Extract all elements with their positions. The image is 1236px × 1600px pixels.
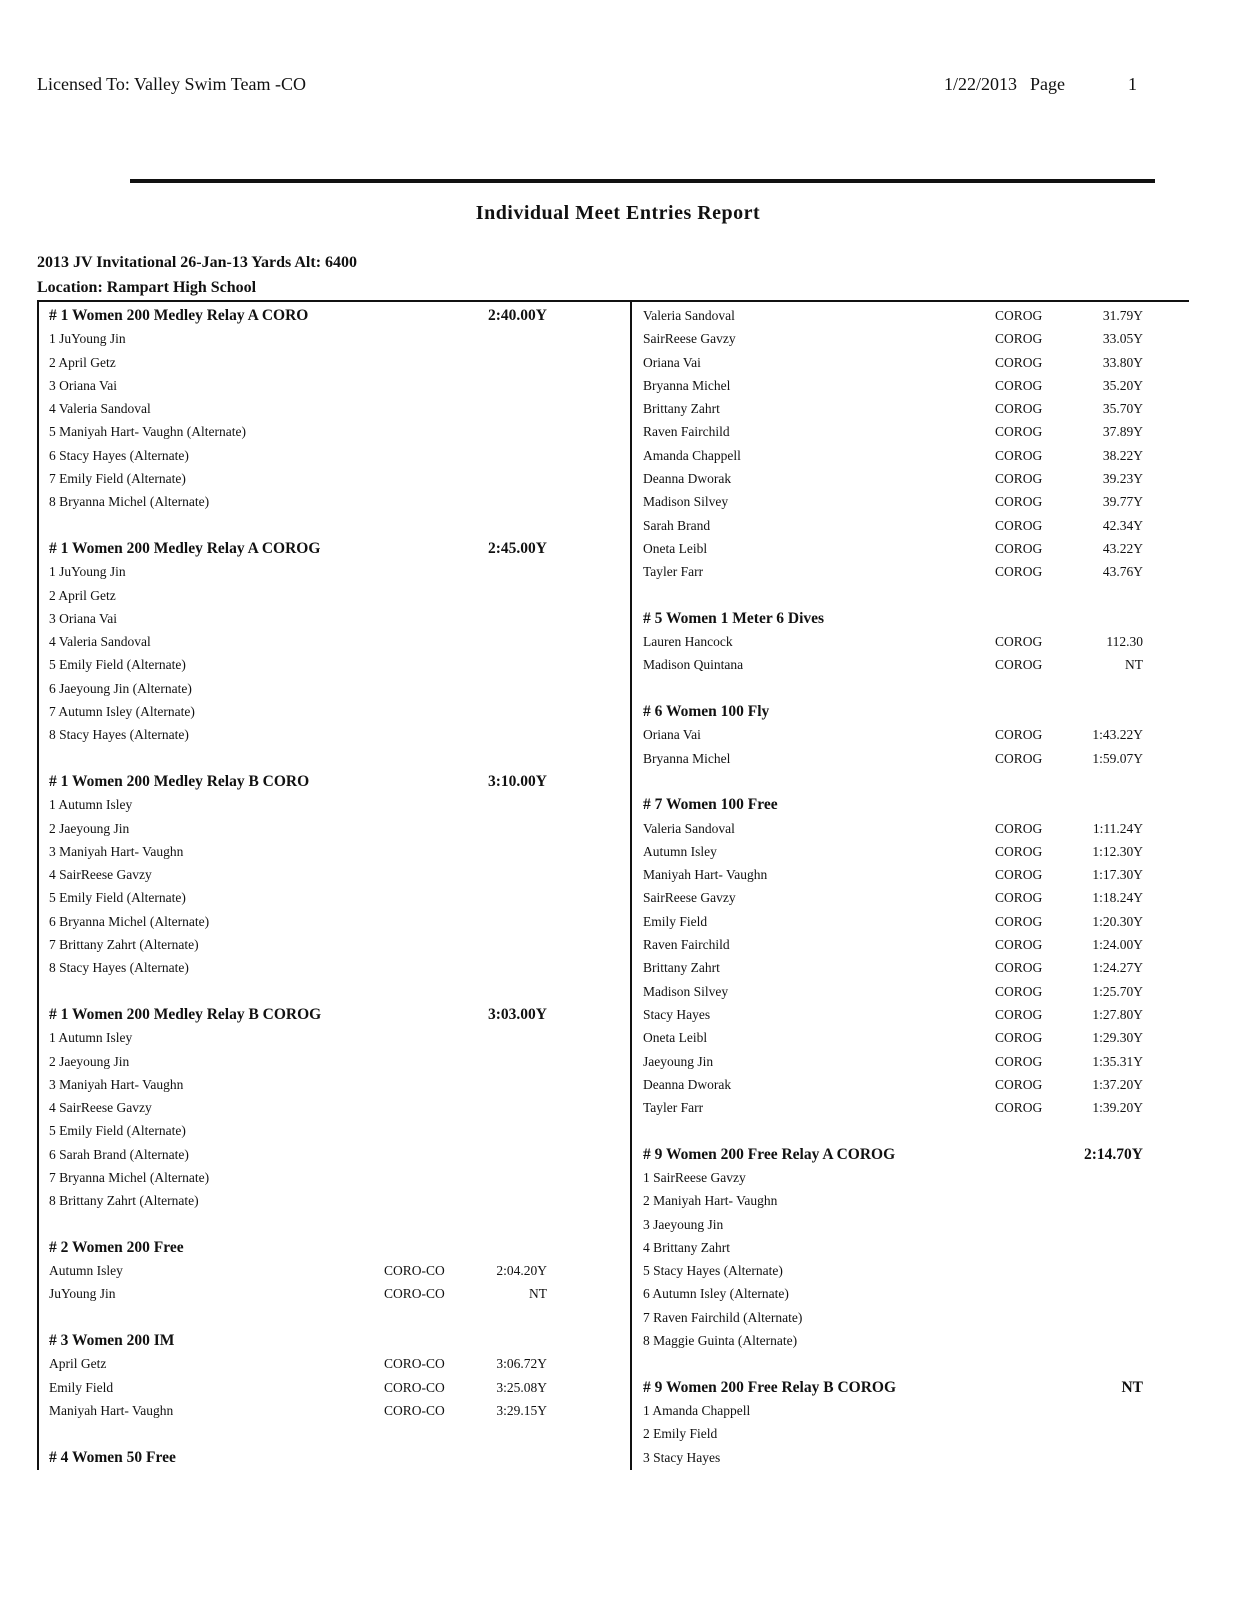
entry-row xyxy=(49,1376,549,1399)
entry-row xyxy=(49,700,549,723)
team-code: COROG xyxy=(995,1076,1043,1092)
swimmer-name: Tayler Farr xyxy=(643,1100,704,1116)
team-code: COROG xyxy=(995,750,1043,766)
entry-row xyxy=(49,490,549,513)
swimmer-name: 4 SairReese Gavzy xyxy=(49,1100,152,1116)
seed-time: NT xyxy=(1125,657,1143,673)
swimmer-name: 2 April Getz xyxy=(49,587,116,603)
event-title: # 5 Women 1 Meter 6 Dives xyxy=(643,609,825,627)
seed-time: 3:25.08Y xyxy=(496,1379,547,1395)
entry-row xyxy=(643,1050,1145,1073)
seed-time: 3:10.00Y xyxy=(488,772,547,790)
swimmer-name: 3 Maniyah Hart- Vaughn xyxy=(49,1076,184,1092)
team-code: COROG xyxy=(995,540,1043,556)
seed-time: 1:37.20Y xyxy=(1092,1076,1143,1092)
seed-time: 1:25.70Y xyxy=(1092,983,1143,999)
entry-row xyxy=(643,420,1145,443)
event-header xyxy=(49,1329,549,1352)
team-code: COROG xyxy=(995,331,1043,347)
swimmer-name: Madison Quintana xyxy=(643,657,744,673)
page-label: Page xyxy=(1030,74,1065,94)
seed-time: 1:24.27Y xyxy=(1092,960,1143,976)
entry-row xyxy=(49,677,549,700)
entry-row xyxy=(49,584,549,607)
team-code: COROG xyxy=(995,424,1043,440)
section-rule xyxy=(37,300,1189,302)
event-header xyxy=(643,700,1145,723)
entry-row xyxy=(49,653,549,676)
event-header xyxy=(49,537,549,560)
team-code: CORO-CO xyxy=(384,1263,445,1279)
swimmer-name: Emily Field xyxy=(49,1379,114,1395)
entry-row xyxy=(643,817,1145,840)
swimmer-name: 2 Maniyah Hart- Vaughn xyxy=(643,1193,778,1209)
event-header xyxy=(643,1376,1145,1399)
entry-row xyxy=(49,327,549,350)
event-header xyxy=(49,770,549,793)
entry-row xyxy=(643,327,1145,350)
entry-row xyxy=(49,1096,549,1119)
swimmer-name: Autumn Isley xyxy=(49,1263,123,1279)
entry-row xyxy=(49,467,549,490)
entry-row xyxy=(643,630,1145,653)
swimmer-name: 6 Bryanna Michel (Alternate) xyxy=(49,913,210,929)
entry-row xyxy=(643,886,1145,909)
swimmer-name: Maniyah Hart- Vaughn xyxy=(49,1402,174,1418)
entry-row xyxy=(643,351,1145,374)
event-title: # 1 Women 200 Medley Relay A CORO xyxy=(49,307,309,324)
entry-row xyxy=(643,1446,1145,1469)
spacer xyxy=(643,770,1145,793)
entry-row xyxy=(643,1166,1145,1189)
swimmer-name: 7 Bryanna Michel (Alternate) xyxy=(49,1169,210,1185)
swimmer-name: Oriana Vai xyxy=(643,727,701,743)
swimmer-name: Valeria Sandoval xyxy=(643,820,735,836)
team-code: COROG xyxy=(995,937,1043,953)
swimmer-name: Deanna Dworak xyxy=(643,1076,732,1092)
swimmer-name: 8 Maggie Guinta (Alternate) xyxy=(643,1333,798,1349)
entry-row xyxy=(643,490,1145,513)
team-code: COROG xyxy=(995,1053,1043,1069)
entry-row xyxy=(643,537,1145,560)
swimmer-name: 4 Brittany Zahrt xyxy=(643,1239,730,1255)
event-header xyxy=(49,304,549,327)
swimmer-name: Amanda Chappell xyxy=(643,447,741,463)
team-code: COROG xyxy=(995,564,1043,580)
swimmer-name: Tayler Farr xyxy=(643,564,704,580)
seed-time: 2:14.70Y xyxy=(1084,1145,1143,1163)
team-code: CORO-CO xyxy=(384,1286,445,1302)
entry-row xyxy=(643,840,1145,863)
entry-row xyxy=(643,467,1145,490)
swimmer-name: 4 Valeria Sandoval xyxy=(49,634,151,650)
seed-time: 35.20Y xyxy=(1102,377,1143,393)
event-title: # 1 Women 200 Medley Relay B CORO xyxy=(49,772,310,790)
spacer xyxy=(643,584,1145,607)
entry-row xyxy=(49,723,549,746)
seed-time: 1:43.22Y xyxy=(1092,727,1143,743)
entry-row xyxy=(643,1096,1145,1119)
entry-row xyxy=(643,1073,1145,1096)
seed-time: NT xyxy=(1121,1378,1143,1396)
report-date: 1/22/2013 xyxy=(944,74,1018,94)
swimmer-name: Bryanna Michel xyxy=(643,377,731,393)
team-code: CORO-CO xyxy=(384,1356,445,1372)
seed-time: 38.22Y xyxy=(1102,447,1143,463)
seed-time: 33.05Y xyxy=(1102,331,1143,347)
entry-row xyxy=(49,607,549,630)
entry-row xyxy=(643,1236,1145,1259)
seed-time: 1:11.24Y xyxy=(1092,820,1143,836)
team-code: CORO-CO xyxy=(384,1379,445,1395)
swimmer-name: 3 Stacy Hayes xyxy=(643,1449,721,1465)
team-code: COROG xyxy=(995,447,1043,463)
seed-time: 43.76Y xyxy=(1102,564,1143,580)
seed-time: 39.23Y xyxy=(1102,471,1143,487)
right-entries-column xyxy=(643,304,1145,1469)
entry-row xyxy=(643,1189,1145,1212)
license-text: Licensed To: Valley Swim Team -CO xyxy=(37,74,306,94)
entry-row xyxy=(643,956,1145,979)
swimmer-name: 4 Valeria Sandoval xyxy=(49,401,151,417)
swimmer-name: Oneta Leibl xyxy=(643,540,708,556)
swimmer-name: Brittany Zahrt xyxy=(643,960,720,976)
entry-row xyxy=(49,1399,549,1422)
entry-row xyxy=(643,1306,1145,1329)
entry-row xyxy=(643,1282,1145,1305)
swimmer-name: 3 Oriana Vai xyxy=(49,610,117,626)
swimmer-name: SairReese Gavzy xyxy=(643,331,736,347)
event-title: # 1 Women 200 Medley Relay A COROG xyxy=(49,539,321,557)
seed-time: 33.80Y xyxy=(1102,354,1143,370)
seed-time: 1:39.20Y xyxy=(1092,1100,1143,1116)
seed-time: 1:59.07Y xyxy=(1092,750,1143,766)
swimmer-name: Autumn Isley xyxy=(643,843,717,859)
swimmer-name: Oneta Leibl xyxy=(643,1030,708,1046)
seed-time: 1:27.80Y xyxy=(1092,1006,1143,1022)
seed-time: 1:12.30Y xyxy=(1092,843,1143,859)
spacer xyxy=(49,980,549,1003)
seed-time: 1:29.30Y xyxy=(1092,1030,1143,1046)
team-code: COROG xyxy=(995,983,1043,999)
meet-info: 2013 JV Invitational 26-Jan-13 Yards Alt: 6400 xyxy=(37,254,358,271)
team-code: COROG xyxy=(995,1006,1043,1022)
event-title: # 7 Women 100 Free xyxy=(643,796,778,814)
event-title: # 1 Women 200 Medley Relay B COROG xyxy=(49,1005,322,1023)
entry-row xyxy=(49,351,549,374)
seed-time: 42.34Y xyxy=(1102,517,1143,533)
spacer xyxy=(49,1213,549,1236)
seed-time: 1:35.31Y xyxy=(1092,1053,1143,1069)
swimmer-name: 6 Jaeyoung Jin (Alternate) xyxy=(49,680,192,696)
team-code: COROG xyxy=(995,308,1043,323)
team-code: COROG xyxy=(995,1100,1043,1116)
entry-row xyxy=(49,444,549,467)
swimmer-name: Maniyah Hart- Vaughn xyxy=(643,867,768,883)
swimmer-name: Valeria Sandoval xyxy=(643,308,735,323)
seed-time: 43.22Y xyxy=(1102,540,1143,556)
seed-time: 31.79Y xyxy=(1102,308,1143,323)
swimmer-name: 5 Emily Field (Alternate) xyxy=(49,1123,186,1139)
swimmer-name: 6 Autumn Isley (Alternate) xyxy=(643,1286,789,1302)
entry-row xyxy=(643,1003,1145,1026)
entry-row xyxy=(49,1352,549,1375)
entry-row xyxy=(643,863,1145,886)
swimmer-name: Brittany Zahrt xyxy=(643,401,720,417)
spacer xyxy=(643,1352,1145,1375)
team-code: COROG xyxy=(995,657,1043,673)
entry-row xyxy=(643,653,1145,676)
entry-row xyxy=(643,304,1145,327)
entry-row xyxy=(643,747,1145,770)
team-code: COROG xyxy=(995,913,1043,929)
event-header xyxy=(49,1236,549,1259)
seed-time: 3:03.00Y xyxy=(488,1005,547,1023)
swimmer-name: 5 Emily Field (Alternate) xyxy=(49,890,186,906)
entry-row xyxy=(643,1399,1145,1422)
swimmer-name: 4 SairReese Gavzy xyxy=(49,867,152,883)
entry-row xyxy=(643,1026,1145,1049)
swimmer-name: 6 Sarah Brand (Alternate) xyxy=(49,1146,189,1162)
seed-time: 112.30 xyxy=(1106,634,1143,650)
team-code: COROG xyxy=(995,377,1043,393)
entry-row xyxy=(49,1119,549,1142)
swimmer-name: SairReese Gavzy xyxy=(643,890,736,906)
swimmer-name: 8 Stacy Hayes (Alternate) xyxy=(49,727,189,743)
team-code: COROG xyxy=(995,634,1043,650)
seed-time: 35.70Y xyxy=(1102,401,1143,417)
entry-row xyxy=(49,956,549,979)
swimmer-name: 2 Emily Field xyxy=(643,1426,718,1442)
seed-time: 1:18.24Y xyxy=(1092,890,1143,906)
spacer xyxy=(643,1119,1145,1142)
entry-row xyxy=(643,560,1145,583)
entry-row xyxy=(49,910,549,933)
swimmer-name: 5 Emily Field (Alternate) xyxy=(49,657,186,673)
swimmer-name: JuYoung Jin xyxy=(49,1286,116,1302)
entry-row xyxy=(49,1026,549,1049)
entry-row xyxy=(49,1073,549,1096)
spacer xyxy=(49,514,549,537)
entry-row xyxy=(49,1166,549,1189)
swimmer-name: Stacy Hayes xyxy=(643,1006,711,1022)
event-title: # 6 Women 100 Fly xyxy=(643,703,770,721)
swimmer-name: 8 Stacy Hayes (Alternate) xyxy=(49,960,189,976)
entry-row xyxy=(49,1282,549,1305)
swimmer-name: 1 JuYoung Jin xyxy=(49,331,126,347)
seed-time: 1:17.30Y xyxy=(1092,867,1143,883)
event-header xyxy=(49,1003,549,1026)
event-title: # 4 Women 50 Free xyxy=(49,1448,176,1466)
entry-row xyxy=(643,980,1145,1003)
entry-row xyxy=(49,630,549,653)
swimmer-name: 1 Autumn Isley xyxy=(49,1030,133,1046)
entry-row xyxy=(643,1259,1145,1282)
seed-time: NT xyxy=(529,1286,547,1302)
team-code: COROG xyxy=(995,471,1043,487)
spacer xyxy=(49,747,549,770)
team-code: COROG xyxy=(995,843,1043,859)
entry-row xyxy=(643,910,1145,933)
seed-time: 2:45.00Y xyxy=(488,539,547,557)
team-code: COROG xyxy=(995,727,1043,743)
entry-row xyxy=(49,420,549,443)
spacer xyxy=(49,1306,549,1329)
entry-row xyxy=(49,1259,549,1282)
meet-location: Location: Rampart High School xyxy=(37,279,257,296)
seed-time: 2:04.20Y xyxy=(496,1263,547,1279)
event-title: # 9 Women 200 Free Relay A COROG xyxy=(643,1145,896,1163)
swimmer-name: 7 Emily Field (Alternate) xyxy=(49,471,186,487)
swimmer-name: 1 SairReese Gavzy xyxy=(643,1169,746,1185)
team-code: COROG xyxy=(995,1030,1043,1046)
entry-row xyxy=(643,514,1145,537)
entry-row xyxy=(643,1422,1145,1445)
right-column-border xyxy=(630,302,632,1470)
seed-time: 1:24.00Y xyxy=(1092,937,1143,953)
entry-row xyxy=(49,397,549,420)
entry-row xyxy=(643,397,1145,420)
swimmer-name: 3 Jaeyoung Jin xyxy=(643,1216,724,1232)
swimmer-name: 1 JuYoung Jin xyxy=(49,564,126,580)
entry-row xyxy=(49,886,549,909)
seed-time: 3:29.15Y xyxy=(496,1402,547,1418)
left-entries-column xyxy=(49,304,549,1469)
swimmer-name: April Getz xyxy=(49,1356,107,1372)
swimmer-name: Oriana Vai xyxy=(643,354,701,370)
swimmer-name: 2 April Getz xyxy=(49,354,116,370)
event-title: # 3 Women 200 IM xyxy=(49,1332,175,1350)
swimmer-name: 2 Jaeyoung Jin xyxy=(49,1053,130,1069)
seed-time: 1:20.30Y xyxy=(1092,913,1143,929)
spacer xyxy=(49,1422,549,1445)
entry-row xyxy=(643,1213,1145,1236)
entry-row xyxy=(49,793,549,816)
left-column-border xyxy=(37,302,39,1470)
entry-row xyxy=(643,374,1145,397)
team-code: COROG xyxy=(995,494,1043,510)
team-code: COROG xyxy=(995,354,1043,370)
event-header xyxy=(643,607,1145,630)
event-header xyxy=(49,1446,549,1469)
event-header xyxy=(643,793,1145,816)
team-code: COROG xyxy=(995,820,1043,836)
swimmer-name: 3 Maniyah Hart- Vaughn xyxy=(49,843,184,859)
team-code: COROG xyxy=(995,960,1043,976)
team-code: COROG xyxy=(995,517,1043,533)
swimmer-name: Raven Fairchild xyxy=(643,424,730,440)
swimmer-name: 7 Brittany Zahrt (Alternate) xyxy=(49,937,199,953)
swimmer-name: Jaeyoung Jin xyxy=(643,1053,714,1069)
swimmer-name: 7 Autumn Isley (Alternate) xyxy=(49,704,195,720)
event-title: # 9 Women 200 Free Relay B COROG xyxy=(643,1378,897,1396)
entry-row xyxy=(49,817,549,840)
report-title: Individual Meet Entries Report xyxy=(475,202,761,224)
swimmer-name: Lauren Hancock xyxy=(643,634,733,650)
swimmer-name: Raven Fairchild xyxy=(643,937,730,953)
entry-row xyxy=(643,444,1145,467)
swimmer-name: 6 Stacy Hayes (Alternate) xyxy=(49,447,189,463)
entry-row xyxy=(643,1329,1145,1352)
entry-row xyxy=(49,840,549,863)
seed-time: 39.77Y xyxy=(1102,494,1143,510)
entry-row xyxy=(49,933,549,956)
swimmer-name: 5 Stacy Hayes (Alternate) xyxy=(643,1263,783,1279)
event-title: # 2 Women 200 Free xyxy=(49,1238,184,1256)
swimmer-name: 8 Bryanna Michel (Alternate) xyxy=(49,494,210,510)
swimmer-name: Sarah Brand xyxy=(643,517,711,533)
swimmer-name: 8 Brittany Zahrt (Alternate) xyxy=(49,1193,199,1209)
swimmer-name: 1 Amanda Chappell xyxy=(643,1402,751,1418)
swimmer-name: 2 Jaeyoung Jin xyxy=(49,820,130,836)
team-code: CORO-CO xyxy=(384,1402,445,1418)
seed-time: 2:40.00Y xyxy=(488,307,547,324)
entry-row xyxy=(49,863,549,886)
swimmer-name: Madison Silvey xyxy=(643,983,729,999)
entry-row xyxy=(49,1050,549,1073)
top-rule xyxy=(130,179,1155,183)
swimmer-name: 3 Oriana Vai xyxy=(49,377,117,393)
swimmer-name: Madison Silvey xyxy=(643,494,729,510)
entry-row xyxy=(643,933,1145,956)
swimmer-name: 5 Maniyah Hart- Vaughn (Alternate) xyxy=(49,424,246,440)
page-number: 1 xyxy=(1128,74,1137,94)
seed-time: 3:06.72Y xyxy=(496,1356,547,1372)
swimmer-name: Emily Field xyxy=(643,913,708,929)
swimmer-name: 1 Autumn Isley xyxy=(49,797,133,813)
swimmer-name: Bryanna Michel xyxy=(643,750,731,766)
entry-row xyxy=(49,560,549,583)
spacer xyxy=(643,677,1145,700)
event-header xyxy=(643,1143,1145,1166)
entry-row xyxy=(643,723,1145,746)
team-code: COROG xyxy=(995,867,1043,883)
swimmer-name: Deanna Dworak xyxy=(643,471,732,487)
entry-row xyxy=(49,1189,549,1212)
entry-row xyxy=(49,1143,549,1166)
entry-row xyxy=(49,374,549,397)
team-code: COROG xyxy=(995,890,1043,906)
team-code: COROG xyxy=(995,401,1043,417)
seed-time: 37.89Y xyxy=(1102,424,1143,440)
swimmer-name: 7 Raven Fairchild (Alternate) xyxy=(643,1309,803,1325)
